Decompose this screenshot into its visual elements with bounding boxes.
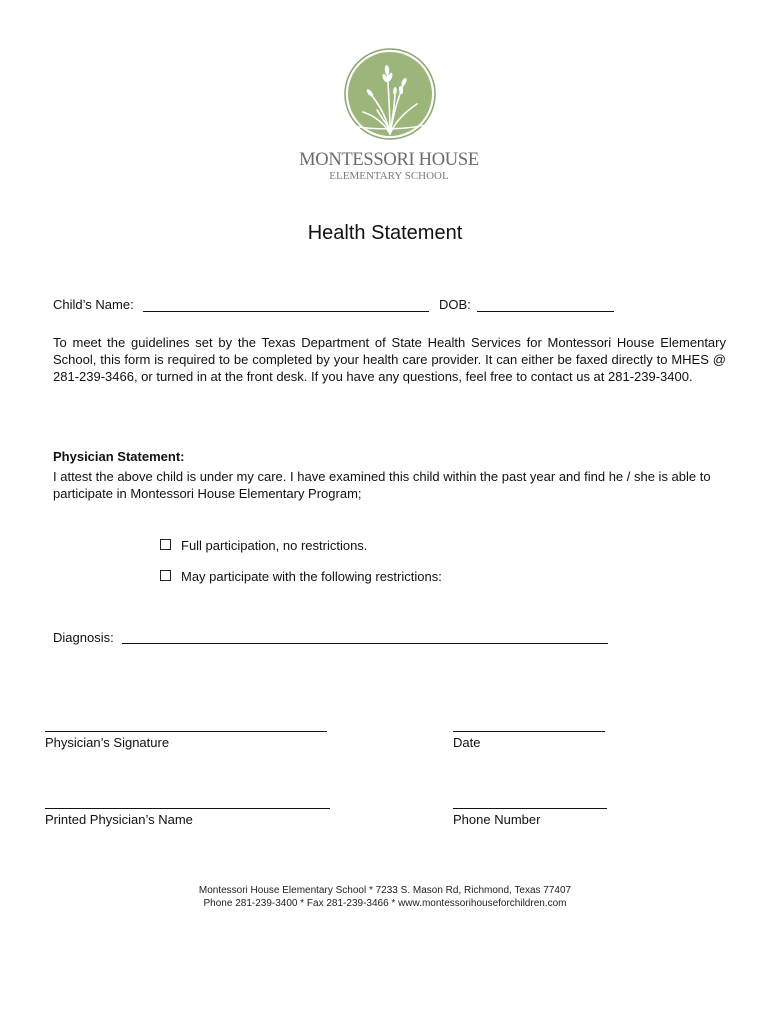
footer-contact: Phone 281-239-3400 * Fax 281-239-3466 * www.montessorihouseforchildren.com [203, 898, 567, 909]
physician-attest-text: I attest the above child is under my care. I have examined this child within the past year and find he / she is able to participate in Montessori House Elementary Program; [53, 469, 711, 501]
printed-name-label: Printed Physician’s Name [45, 812, 193, 827]
intro-paragraph: To meet the guidelines set by the Texas Department of State Health Services for Montessori House Elementary School, this form is required to be completed by your health care provider. It can either be faxed directly to MHES @ 281-239-3466, or turned in at the front desk. If you have any questions, feel free to contact us at 281-239-3400. [53, 335, 726, 384]
child-name-label: Child’s Name: [53, 297, 134, 312]
restricted-participation-checkbox[interactable] [160, 570, 171, 581]
date-field[interactable] [453, 731, 605, 732]
school-subtitle: ELEMENTARY SCHOOL [329, 170, 449, 182]
child-name-field[interactable] [143, 311, 429, 312]
physician-signature-label: Physician’s Signature [45, 735, 170, 750]
school-logo [294, 46, 484, 182]
diagnosis-label: Diagnosis: [53, 630, 114, 645]
diagnosis-field[interactable] [122, 643, 608, 644]
wheat-emblem-icon [343, 46, 437, 142]
printed-name-field[interactable] [45, 808, 330, 809]
school-name: MONTESSORI HOUSE [299, 150, 479, 170]
restricted-participation-label: May participate with the following restrictions: [181, 569, 442, 584]
phone-number-label: Phone Number [453, 812, 541, 827]
date-label: Date [453, 735, 481, 750]
full-participation-checkbox[interactable] [160, 539, 171, 550]
dob-label: DOB: [439, 297, 471, 312]
full-participation-label: Full participation, no restrictions. [181, 538, 368, 553]
physician-statement-heading: Physician Statement: [53, 449, 185, 464]
dob-field[interactable] [477, 311, 614, 312]
phone-number-field[interactable] [453, 808, 607, 809]
page-title: Health Statement [307, 222, 463, 244]
footer-address: Montessori House Elementary School * 7233 S. Mason Rd, Richmond, Texas 77407 [198, 885, 572, 896]
physician-signature-field[interactable] [45, 731, 327, 732]
